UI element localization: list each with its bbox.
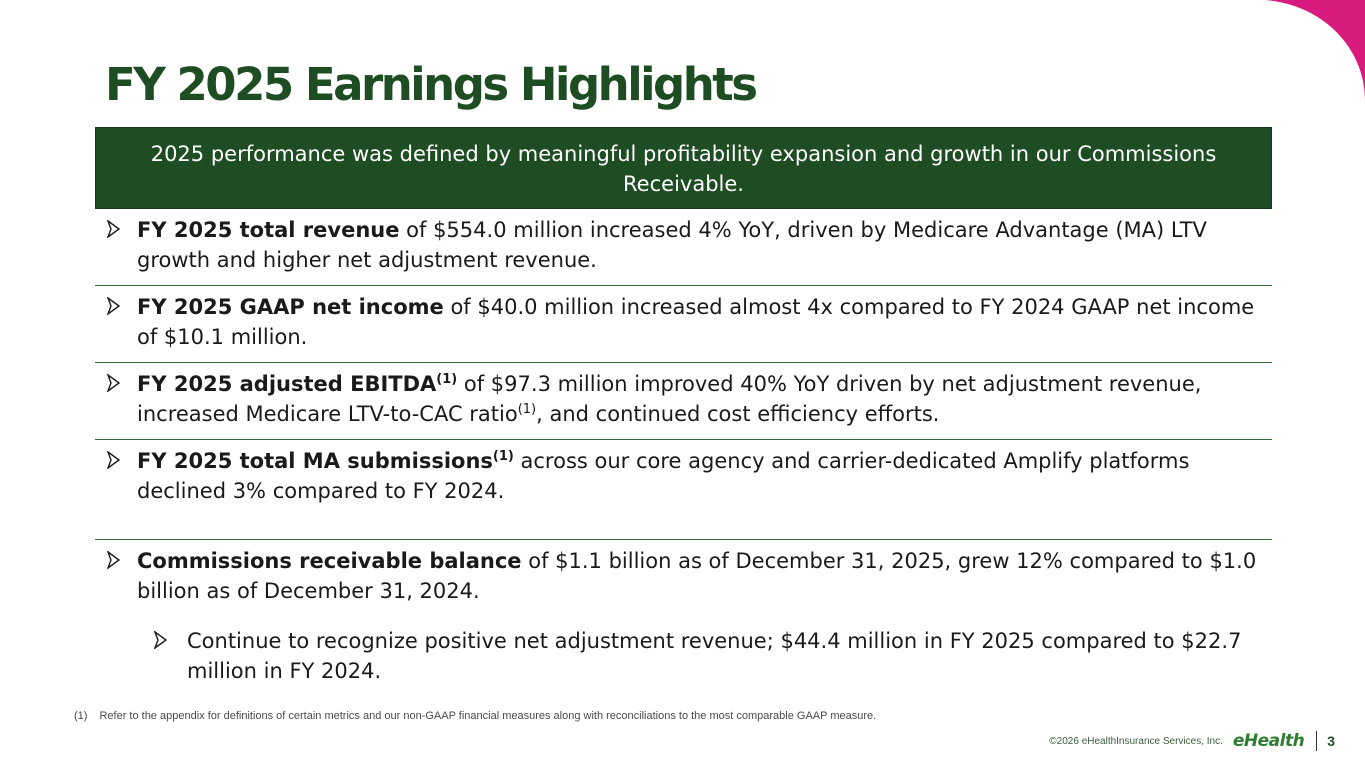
bullet-text: of $1.1 billion as of December 31, 2025, grew 12% compared to $1.0 billion as of December 31, 2024. — [137, 549, 1257, 603]
arrow-bullet-icon — [107, 374, 120, 392]
copyright-text: ©2026 eHealthInsurance Services, Inc. — [1049, 735, 1223, 747]
bullet-adjusted-ebitda — [95, 363, 1272, 440]
bullet-bold-text: Commissions receivable balance — [137, 549, 522, 573]
slide-footer — [1049, 730, 1335, 752]
footnote-text: Refer to the appendix for definitions of certain metrics and our non-GAAP financial measures along with reconciliations to the most comparable GAAP measure. — [99, 710, 877, 722]
bullet-ma-submissions — [95, 440, 1272, 540]
bullet-total-revenue — [95, 209, 1272, 286]
arrow-bullet-icon — [107, 451, 120, 469]
arrow-bullet-icon — [154, 631, 167, 649]
footnote-ref: (1) — [517, 402, 537, 417]
footer-divider — [1316, 731, 1317, 751]
bullet-text: of $554.0 million increased 4% YoY, driven by Medicare Advantage (MA) LTV growth and higher net adjustment revenue. — [137, 218, 1207, 272]
footnote-marker: (1) — [74, 710, 88, 722]
ehealth-logo: eHealth — [1232, 731, 1305, 751]
bullet-commissions-receivable — [95, 540, 1272, 696]
bullet-bold-text: FY 2025 total revenue — [137, 218, 400, 242]
bullet-bold-text: FY 2025 GAAP net income — [137, 295, 444, 319]
page-number: 3 — [1327, 733, 1335, 749]
sub-bullet-text: Continue to recognize positive net adjustment revenue; $44.4 million in FY 2025 compared to $22.7 million in FY 2024. — [187, 629, 1242, 683]
slide-title: FY 2025 Earnings Highlights — [105, 58, 756, 111]
sub-bullet-net-adjustment — [137, 626, 1272, 686]
bullet-text: of $40.0 million increased almost 4x compared to FY 2024 GAAP net income of $10.1 million. — [137, 295, 1255, 349]
bullet-bold-text: FY 2025 adjusted EBITDA — [137, 372, 437, 396]
arrow-bullet-icon — [107, 220, 120, 238]
footnote-ref: (1) — [492, 449, 514, 464]
footnote — [74, 710, 876, 722]
arrow-bullet-icon — [107, 551, 120, 569]
summary-banner: 2025 performance was defined by meaningful profitability expansion and growth in our Commissions Receivable. — [95, 127, 1272, 209]
bullet-gaap-net-income — [95, 286, 1272, 363]
bullet-text: of $97.3 million improved 40% YoY driven by net adjustment revenue, increased Medicare LTV-to-CAC ratio — [137, 372, 1202, 426]
bullet-text-end: , and continued cost efficiency efforts. — [536, 402, 940, 426]
corner-decoration-shape — [1265, 0, 1365, 100]
bullet-text: across our core agency and carrier-dedicated Amplify platforms declined 3% compared to FY 2024. — [137, 449, 1190, 503]
highlights-list — [95, 209, 1272, 696]
bullet-bold-text: FY 2025 total MA submissions — [137, 449, 493, 473]
footnote-ref: (1) — [436, 372, 458, 387]
arrow-bullet-icon — [107, 297, 120, 315]
